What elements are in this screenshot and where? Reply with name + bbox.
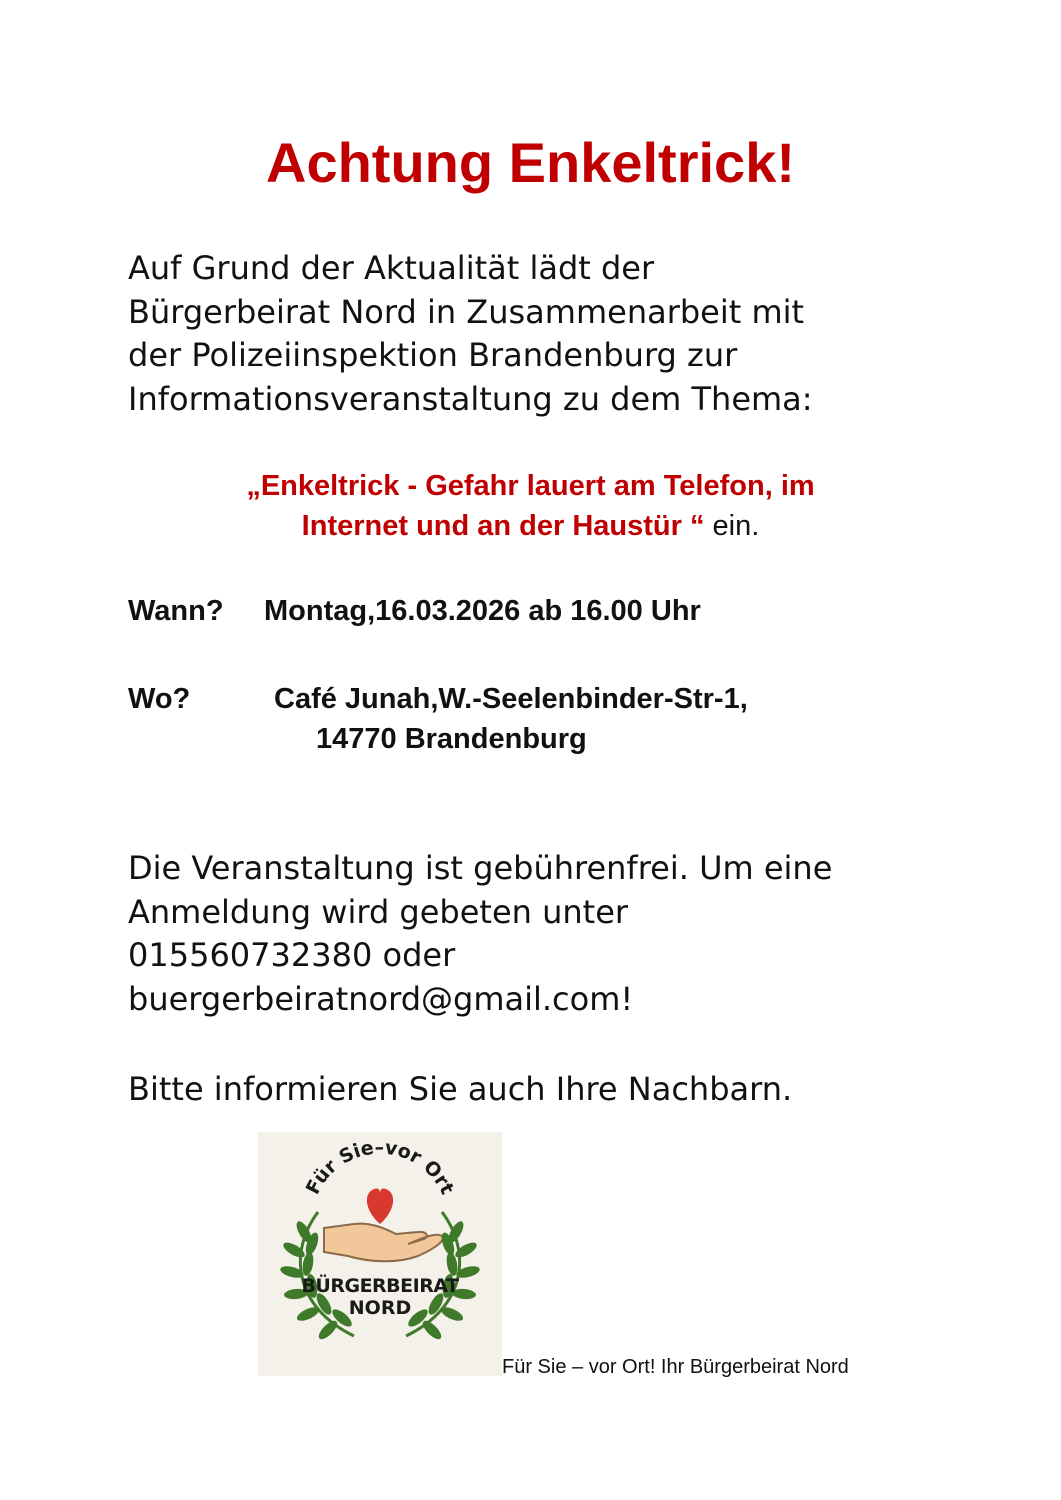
topic-suffix: ein.	[704, 510, 760, 542]
logo-name-line2: NORD	[348, 1297, 412, 1319]
intro-paragraph	[128, 247, 948, 421]
buergerbeirat-logo	[258, 1132, 502, 1376]
footer-slogan: Für Sie – vor Ort! Ihr Bürgerbeirat Nord	[502, 1356, 849, 1378]
info-line: Die Veranstaltung ist gebührenfrei. Um eine	[128, 849, 833, 887]
location-line: Café Junah,W.-Seelenbinder-Str-1,	[274, 683, 748, 715]
intro-line: der Polizeiinspektion Brandenburg zur	[128, 336, 738, 374]
where-label: Wo?	[128, 683, 191, 715]
event-date	[128, 591, 701, 631]
page-title: Achtung Enkeltrick!	[266, 131, 795, 194]
registration-info	[128, 847, 1028, 1021]
logo-name-line1: BÜRGERBEIRAT	[301, 1275, 459, 1297]
neighbors-note: Bitte informieren Sie auch Ihre Nachbarn.	[128, 1070, 793, 1108]
heart-icon	[367, 1189, 393, 1224]
logo-arc-text: Für Sie–vor Ort	[301, 1136, 459, 1198]
event-topic	[0, 466, 1061, 546]
hand-icon	[324, 1224, 443, 1262]
email-address: buergerbeiratnord@gmail.com!	[128, 979, 634, 1018]
intro-line: Informationsveranstaltung zu dem Thema:	[128, 379, 813, 418]
intro-line: Bürgerbeirat Nord in Zusammenarbeit mit	[128, 292, 805, 331]
topic-line: „Enkeltrick - Gefahr lauert am Telefon, im	[246, 470, 815, 502]
when-label: Wann?	[128, 595, 224, 627]
event-location	[274, 679, 748, 759]
location-line: 14770 Brandenburg	[316, 723, 587, 755]
when-value: Montag,16.03.2026 ab 16.00 Uhr	[264, 595, 701, 627]
topic-line: Internet und an der Haustür “	[301, 510, 705, 542]
info-line: Anmeldung wird gebeten unter	[128, 892, 629, 931]
intro-line: Auf Grund der Aktualität lädt der	[128, 249, 655, 287]
phone-number: 015560732380 oder	[128, 936, 456, 974]
